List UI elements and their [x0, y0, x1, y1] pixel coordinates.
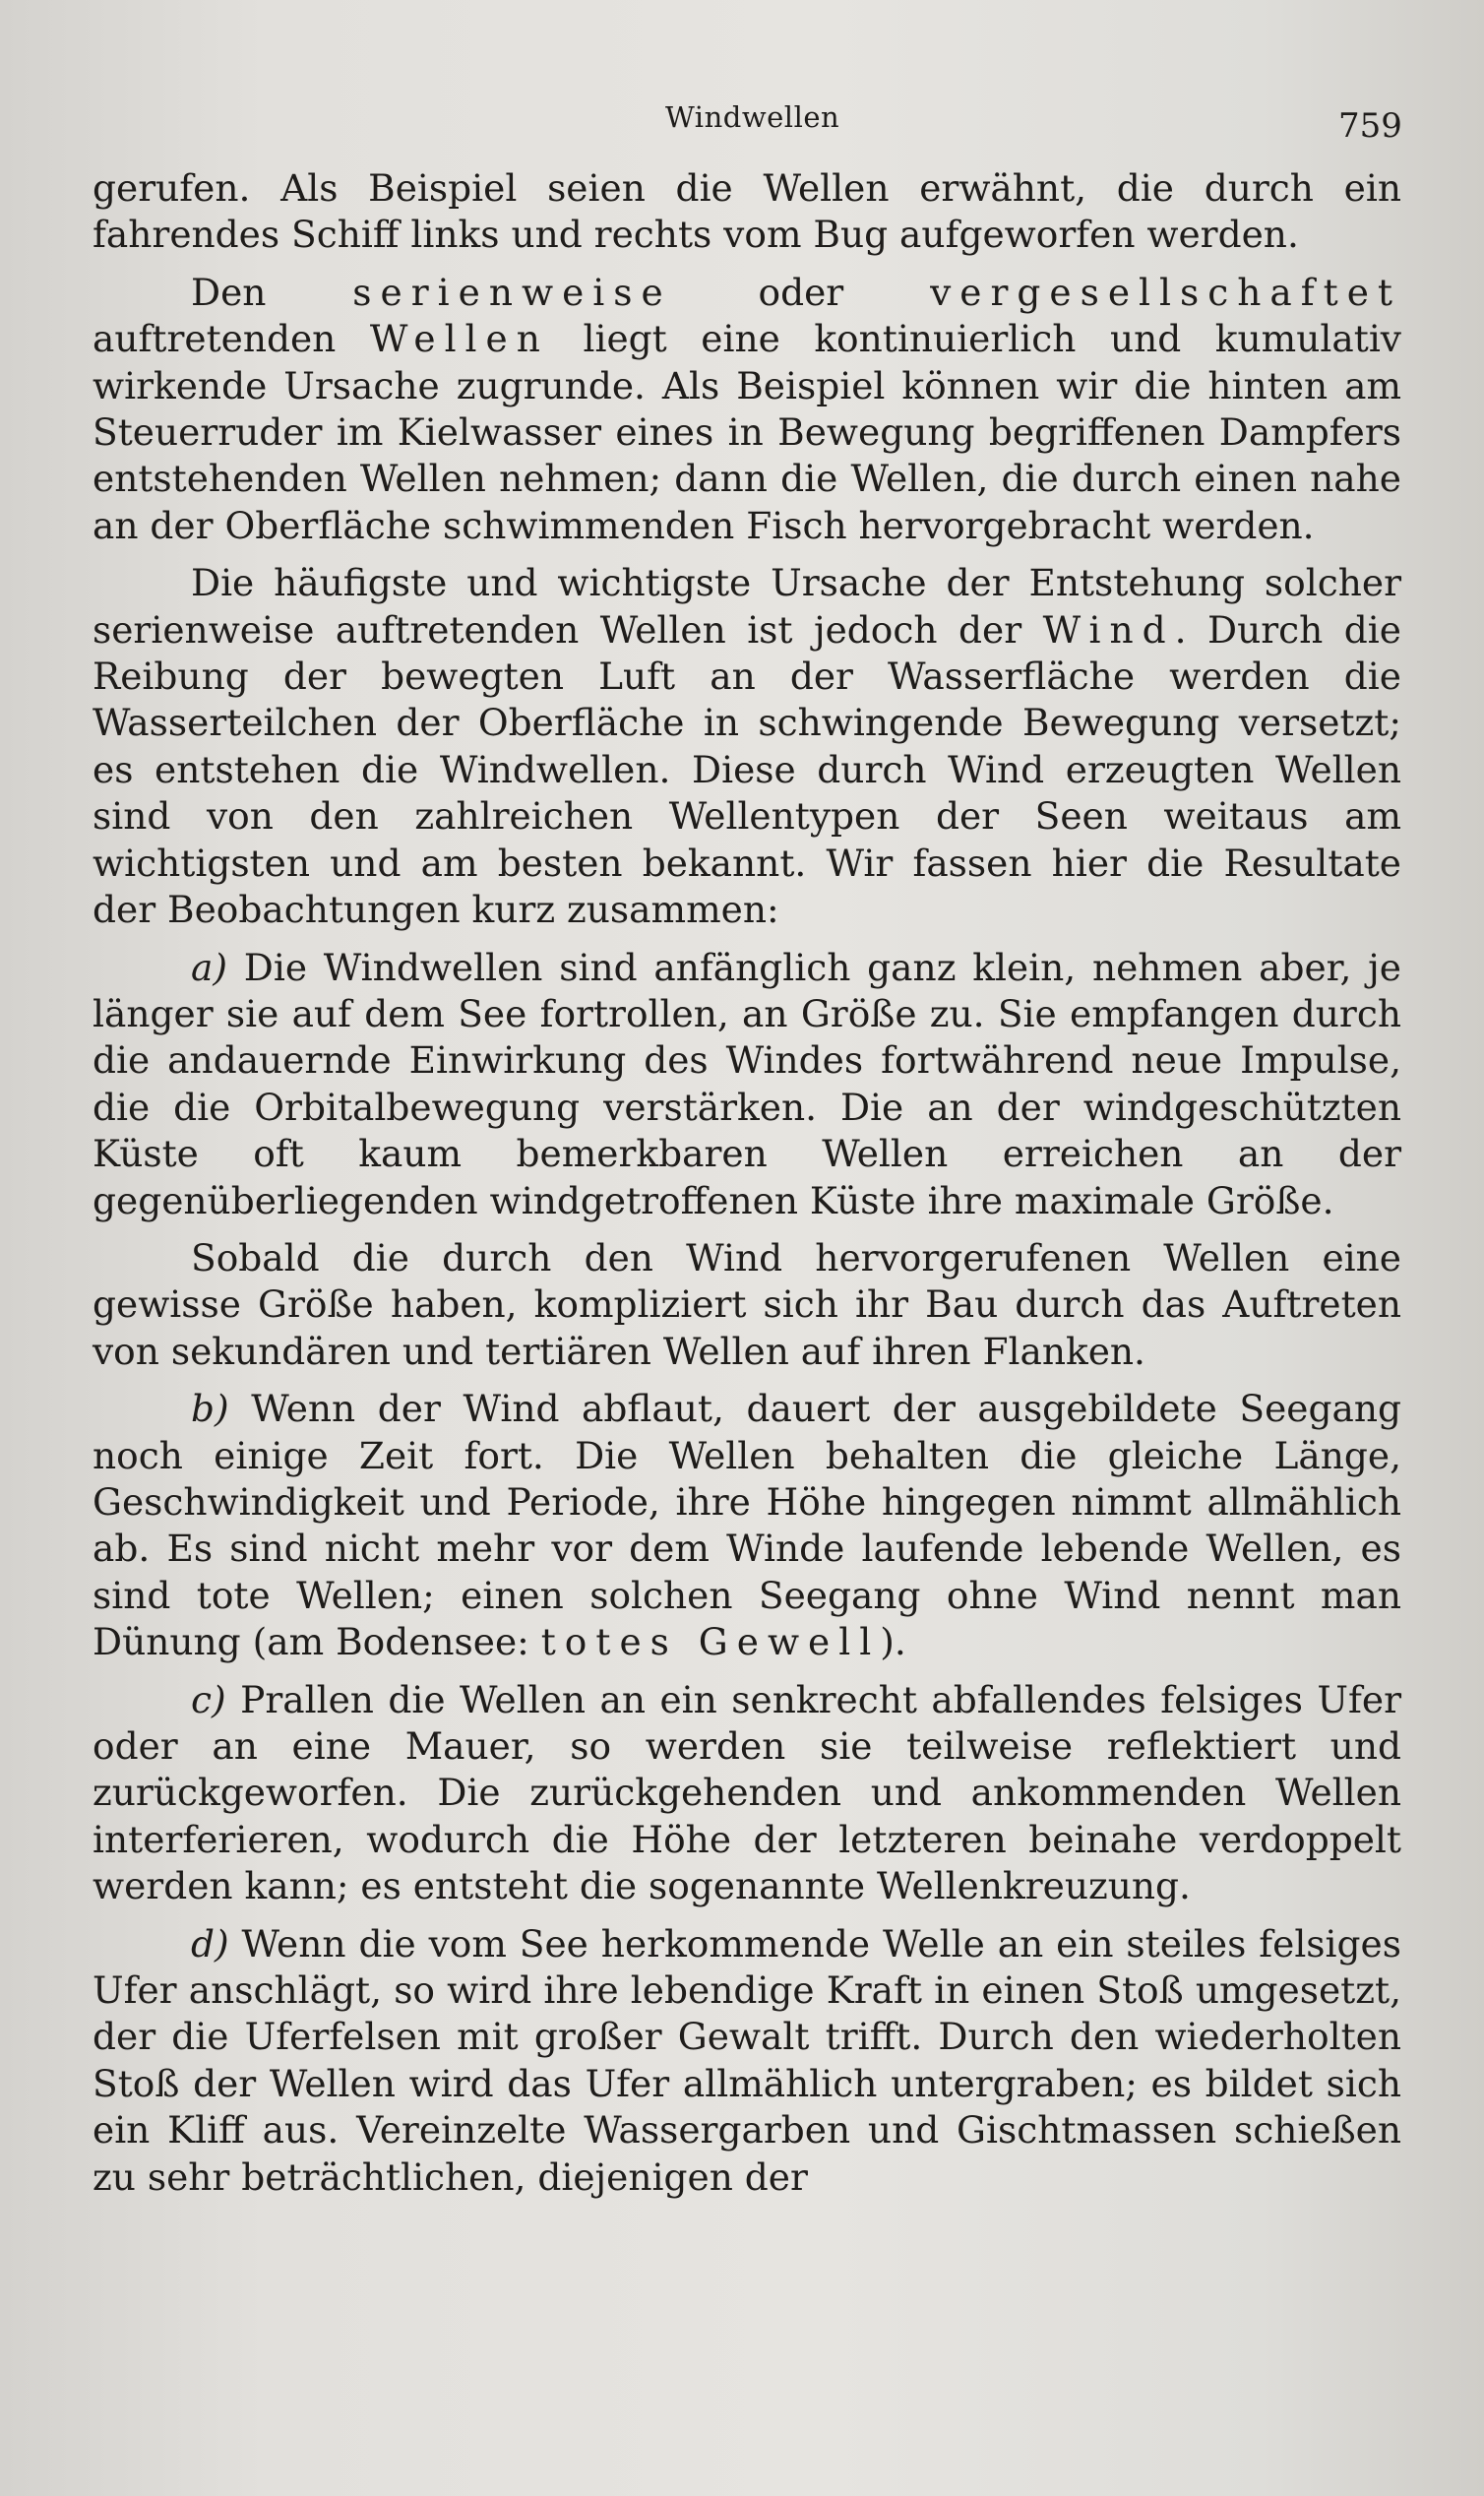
- list-marker: d): [191, 1921, 229, 1966]
- emphasis-text: serienweise: [352, 270, 672, 314]
- paragraph-text: Wenn die vom See herkommende Welle an ein steiles felsiges Ufer anschlägt, so wird ihre lebendige Kraft in einen Stoß umgesetzt, der die Uferfelsen mit großer Gewalt trifft. Durch den wiederholten Stoß der Wellen wird das Ufer allmählich untergraben; es bildet sich ein Kliff aus. Vereinzelte Wassergarben und Gischtmassen schießen zu sehr beträchtlichen, diejenigen der: [93, 1921, 1401, 2199]
- paragraph-text: gerufen. Als Beispiel seien die Wellen erwähnt, die durch ein fahrendes Schiff links und rechts vom Bug aufgeworfen werden.: [93, 166, 1401, 257]
- paragraph-text: Sobald die durch den Wind hervorgerufenen Wellen eine gewisse Größe haben, kompliziert sich ihr Bau durch das Auftreten von sekundären und tertiären Wellen auf ihren Flanken.: [93, 1235, 1401, 1373]
- emphasis-text: vergesellschaftet: [930, 270, 1401, 314]
- body-text: [93, 165, 1401, 2212]
- paragraph-wind: [93, 560, 1401, 933]
- page-header: [0, 94, 1484, 144]
- paragraph-item-a: [93, 945, 1401, 1224]
- paragraph-text: ).: [880, 1620, 906, 1664]
- list-marker: c): [191, 1677, 226, 1721]
- emphasis-text: Wellen: [369, 317, 549, 361]
- paragraph-item-d: [93, 1921, 1401, 2201]
- emphasis-text: totes Gewell: [540, 1620, 881, 1664]
- paragraph-text: Den: [191, 270, 353, 314]
- paragraph-serienweise: [93, 270, 1401, 549]
- paragraph-text: Prallen die Wellen an ein senkrecht abfallendes felsiges Ufer oder an eine Mauer, so werden sie teilweise reflektiert und zurückgeworfen. Die zurückgehenden und ankommenden Wellen interferieren, wodurch die Höhe der letzteren beinahe verdoppelt werden kann; es entsteht die sogenannte Wellenkreuzung.: [93, 1677, 1401, 1908]
- paragraph-item-c: [93, 1677, 1401, 1910]
- paragraph-continuation: [93, 165, 1401, 259]
- paragraph-item-b: [93, 1386, 1401, 1665]
- paragraph-text: Die häufigste und wichtigste Ursache der Entstehung solcher serienweise auftretenden Wellen ist jedoch der: [93, 561, 1401, 652]
- paragraph-text: oder: [671, 270, 931, 314]
- running-head: Windwellen: [665, 100, 840, 134]
- paragraph-item-a-continued: [93, 1235, 1401, 1375]
- paragraph-text: . Durch die Reibung der bewegten Luft an der Wasserfläche werden die Wasserteilchen der Oberfläche in schwingende Bewegung versetzt; es entstehen die Windwellen. Diese durch Wind erzeugten Wellen sind von den zahlreichen Wellentypen der Seen weitaus am wichtigsten und am besten bekannt. Wir fassen hier die Resultate der Beobachtungen kurz zusammen:: [93, 607, 1401, 932]
- paragraph-text: liegt eine kontinuierlich und kumulativ wirkende Ursache zugrunde. Als Beispiel können wir die hinten am Steuerruder im Kielwasser eines in Bewegung begriffenen Dampfers entstehenden Wellen nehmen; dann die Wellen, die durch einen nahe an der Oberfläche schwimmenden Fisch hervorgebracht werden.: [93, 317, 1401, 547]
- paragraph-text: Wenn der Wind abflaut, dauert der ausgebildete Seegang noch einige Zeit fort. Die Wellen behalten die gleiche Länge, Geschwindigkeit und Periode, ihre Höhe hingegen nimmt allmählich ab. Es sind nicht mehr vor dem Winde laufende lebende Wellen, es sind tote Wellen; einen solchen Seegang ohne Wind nennt man Dünung (am Bodensee:: [93, 1387, 1401, 1664]
- paragraph-text: Die Windwellen sind anfänglich ganz klein, nehmen aber, je länger sie auf dem See fortrollen, an Größe zu. Sie empfangen durch die andauernde Einwirkung des Windes fortwährend neue Impulse, die die Orbitalbewegung verstärken. Die an der windgeschützten Küste oft kaum bemerkbaren Wellen erreichen an der gegenüberliegenden windgetroffenen Küste ihre maximale Größe.: [93, 945, 1401, 1222]
- list-marker: a): [191, 945, 227, 989]
- emphasis-text: Wind: [1042, 607, 1175, 652]
- list-marker: b): [191, 1387, 229, 1431]
- paragraph-text: auftretenden: [93, 317, 370, 361]
- page-number: 759: [1338, 106, 1402, 146]
